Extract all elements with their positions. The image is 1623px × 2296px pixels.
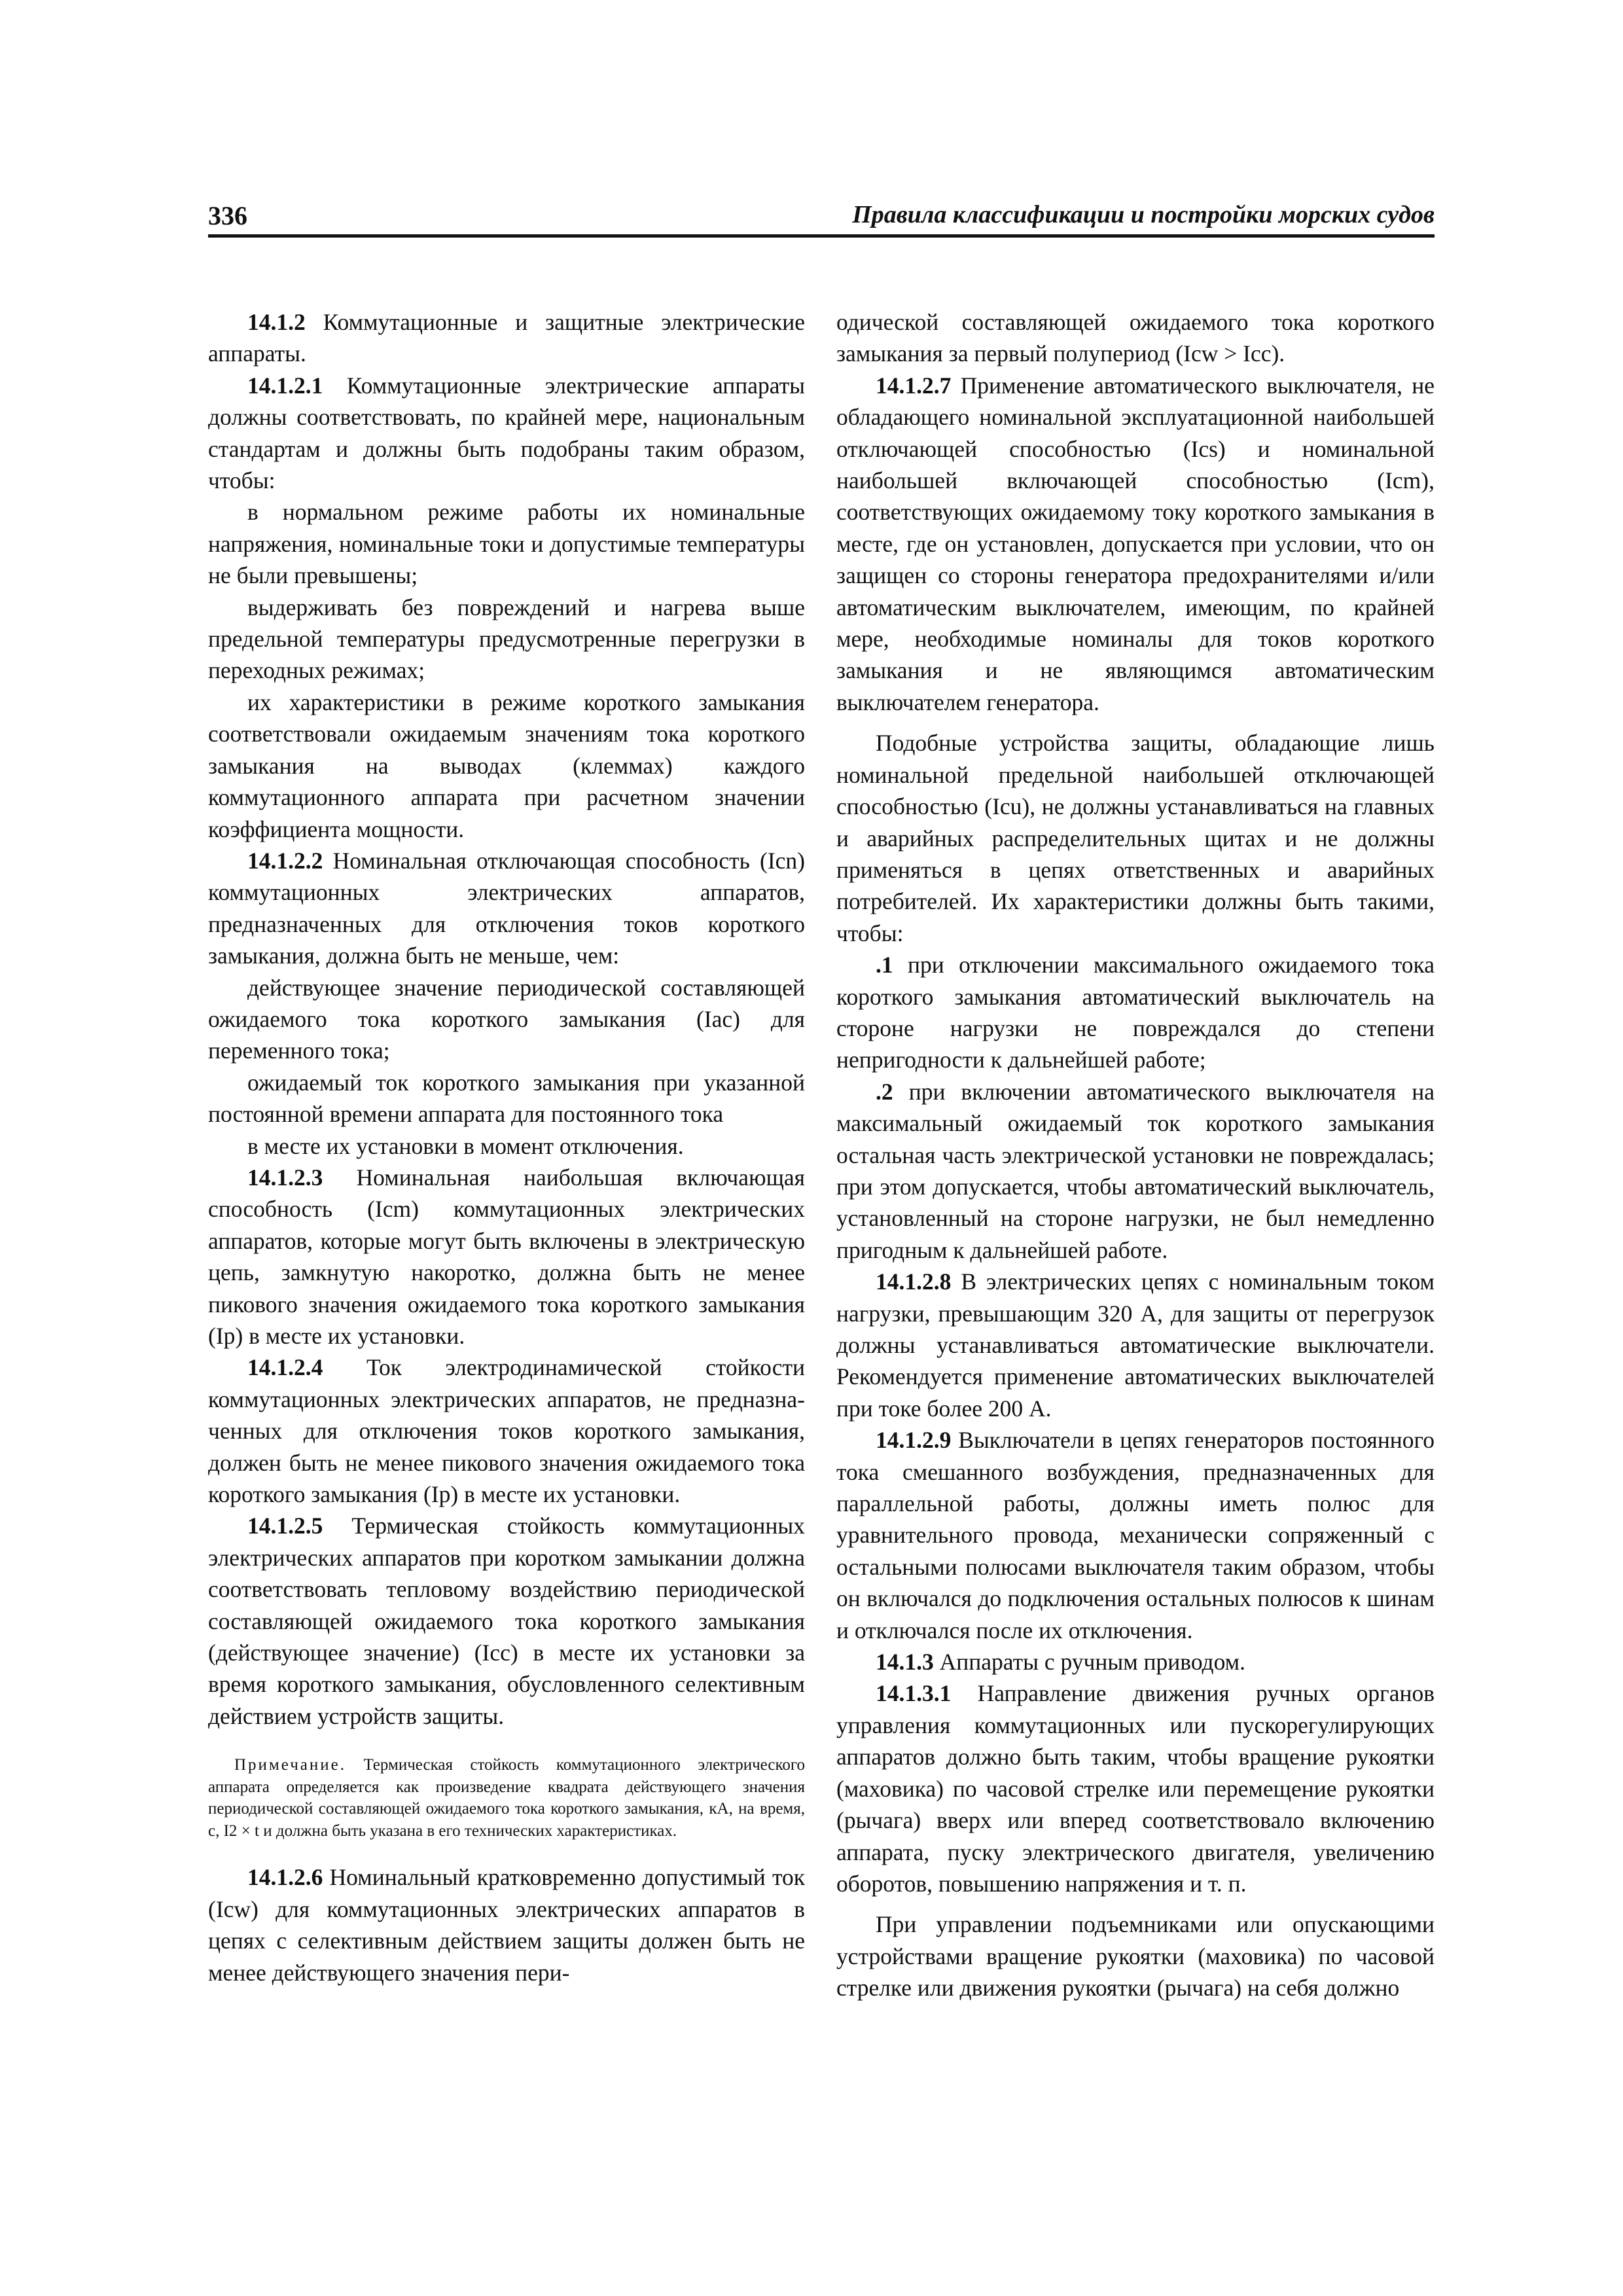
paragraph-14-1-2-6: 14.1.2.6 Номинальный кратковременно допустимый ток (Icw) для коммутационных электрических аппаратов в цепях с селективным действием защиты должен быть не менее действующего значения пери- bbox=[208, 1864, 805, 1986]
paragraph-14-1-2-7: 14.1.2.7 Применение автоматического выключателя, не обладающего номинальной эксплуатационной наибольшей отключающей способностью (Ics) и номинальной наибольшей включающей способностью (Icm), соответствующих ожидаемому току короткого замыкания в месте, где он установлен, допускается при условии, что он защищен со стороны генератора предохранителями и/или автоматическим выключателем, имеющим, по крайней мере, необходимые номиналы для токов короткого замыкания и не являющимся автоматическим выключателем генератора. bbox=[836, 372, 1435, 715]
paragraph-text: одической составляющей ожидаемого тока короткого замыкания за первый полупериод (Icw > Icc). bbox=[836, 309, 1435, 367]
running-title: Правила классификации и постройки морских судов bbox=[852, 201, 1435, 228]
note-text: Термическая стойкость коммутационного электрического аппарата определяется как произведение квадрата действующего значения периодической составляющей ожидаемого тока короткого замыкания, кА, на время, с, I2 × t и должна быть указана в его технических характеристиках. bbox=[208, 1756, 805, 1840]
paragraph-14-1-2-2: 14.1.2.2 Номинальная отключающая способность (Iсn) коммутационных электрических аппаратов, предназначенных для отключения токов короткого замыкания, должна быть не меньше, чем: bbox=[208, 847, 805, 969]
paragraph-text: ожидаемый ток короткого замыкания при указанной постоянной времени аппарата для постоянного тока bbox=[208, 1069, 805, 1128]
paragraph-text: Подобные устройства защиты, обладающие лишь номинальной предельной наибольшей отключающей способностью (Icu), не должны устанавливаться на главных и аварийных распределительных щитах и не должны применяться в цепях ответственных и аварийных потребителей. Их характеристики должны быть такими, чтобы: bbox=[836, 730, 1435, 946]
note-label: Примечание. bbox=[234, 1756, 347, 1774]
paragraph-14-1-3: 14.1.3 Аппараты с ручным приводом. bbox=[876, 1649, 1246, 1676]
paragraph-14-1-2-1: 14.1.2.1 Коммутационные электрические аппараты должны соответствовать, по крайней мере, национальным стандартам и должны быть подобраны таким образом, чтобы: bbox=[208, 372, 805, 494]
paragraph-text: При управлении подъемниками или опускающими устройствами вращение рукоятки (маховика) по часовой стрелке или движения рукоятки (рычага) на себя должно bbox=[836, 1911, 1435, 2001]
note-block bbox=[208, 1754, 805, 1842]
right-column bbox=[836, 306, 1435, 2004]
paragraph-14-1-2-8: 14.1.2.8 В электрических цепях с номинальным током нагрузки, превышающим 320 А, для защиты от перегрузок должны устанавливаться автоматические выключатели. Рекомендуется применение автоматических выключателей при токе более 200 А. bbox=[836, 1268, 1435, 1422]
paragraph-14-1-2-9: 14.1.2.9 Выключатели в цепях генераторов постоянного тока смешанного возбуждения, предназначенных для параллельной работы, должны иметь полюс для уравнительного провода, механически сопряженный с остальными полюсами выключателя таким образом, чтобы он включался до подключения остальных полюсов к шинам и отключался после их отключения. bbox=[836, 1427, 1435, 1643]
paragraph-14-1-3-1: 14.1.3.1 Направление движения ручных органов управления коммутационных или пускорегулирующих аппаратов должно быть таким, чтобы вращение рукоятки (маховика) по часовой стрелке или перемещение рукоятки (рычага) вверх или вперед соответствовало включению аппарата, пуску электрического двигателя, увеличению оборотов, повышению напряжения и т. п. bbox=[836, 1680, 1435, 1897]
paragraph-text: действующее значение периодической составляющей ожидаемого тока короткого замыкания (Iac) для переменного тока; bbox=[208, 974, 805, 1064]
paragraph-text: выдерживать без повреждений и нагрева выше предельной температуры предусмотренные перегрузки в переходных режимах; bbox=[208, 594, 805, 684]
paragraph-14-1-2-3: 14.1.2.3 Номинальная наибольшая включающая способность (Icm) коммутационных электрических аппаратов, которые могут быть включены в электрическую цепь, замкнутую накоротко, должна быть не менее пикового значения ожидаемого тока короткого замыкания (Ip) в месте их установки. bbox=[208, 1164, 805, 1349]
left-column bbox=[208, 306, 805, 1988]
paragraph-text: в нормальном режиме работы их номинальные напряжения, номинальные токи и допустимые температуры не были превышены; bbox=[208, 499, 805, 589]
page-header bbox=[208, 198, 1435, 238]
paragraph-14-1-2-4: 14.1.2.4 Ток электродинамической стойкости коммутационных электрических аппаратов, не предназна-ченных для отключения токов короткого замыкания, должен быть не менее пикового значения ожидаемого тока короткого замыкания (Ip) в месте их установки. bbox=[208, 1354, 805, 1508]
paragraph-14-1-2-5: 14.1.2.5 Термическая стойкость коммутационных электрических аппаратов при коротком замыкании должна соответствовать тепловому воздействию периодической составляющей ожидаемого тока короткого замыкания (действующее значение) (Icc) в месте их установки за время короткого замыкания, обусловленного селективным действием устройств защиты. bbox=[208, 1513, 805, 1729]
list-item-2: .2 при включении автоматического выключателя на максимальный ожидаемый ток короткого замыкания остальная часть электрической установки не повреждалась; при этом допускается, чтобы автоматический выключатель, установленный на стороне нагрузки, не был немедленно пригодным к дальнейшей работе. bbox=[836, 1078, 1435, 1263]
paragraph-text: их характеристики в режиме короткого замыкания соответствовали ожидаемым значениям тока короткого замыкания на выводах (клеммах) каждого коммутационного аппарата при расчетном значении коэффициента мощности. bbox=[208, 689, 805, 842]
page-number: 336 bbox=[208, 201, 247, 230]
paragraph-text: в месте их установки в момент отключения. bbox=[247, 1132, 684, 1159]
list-item-1: .1 при отключении максимального ожидаемого тока короткого замыкания автоматический выключатель на стороне нагрузки не повреждался до степени непригодности к дальнейшей работе; bbox=[836, 952, 1435, 1073]
paragraph-14-1-2: 14.1.2 Коммутационные и защитные электрические аппараты. bbox=[208, 309, 805, 367]
